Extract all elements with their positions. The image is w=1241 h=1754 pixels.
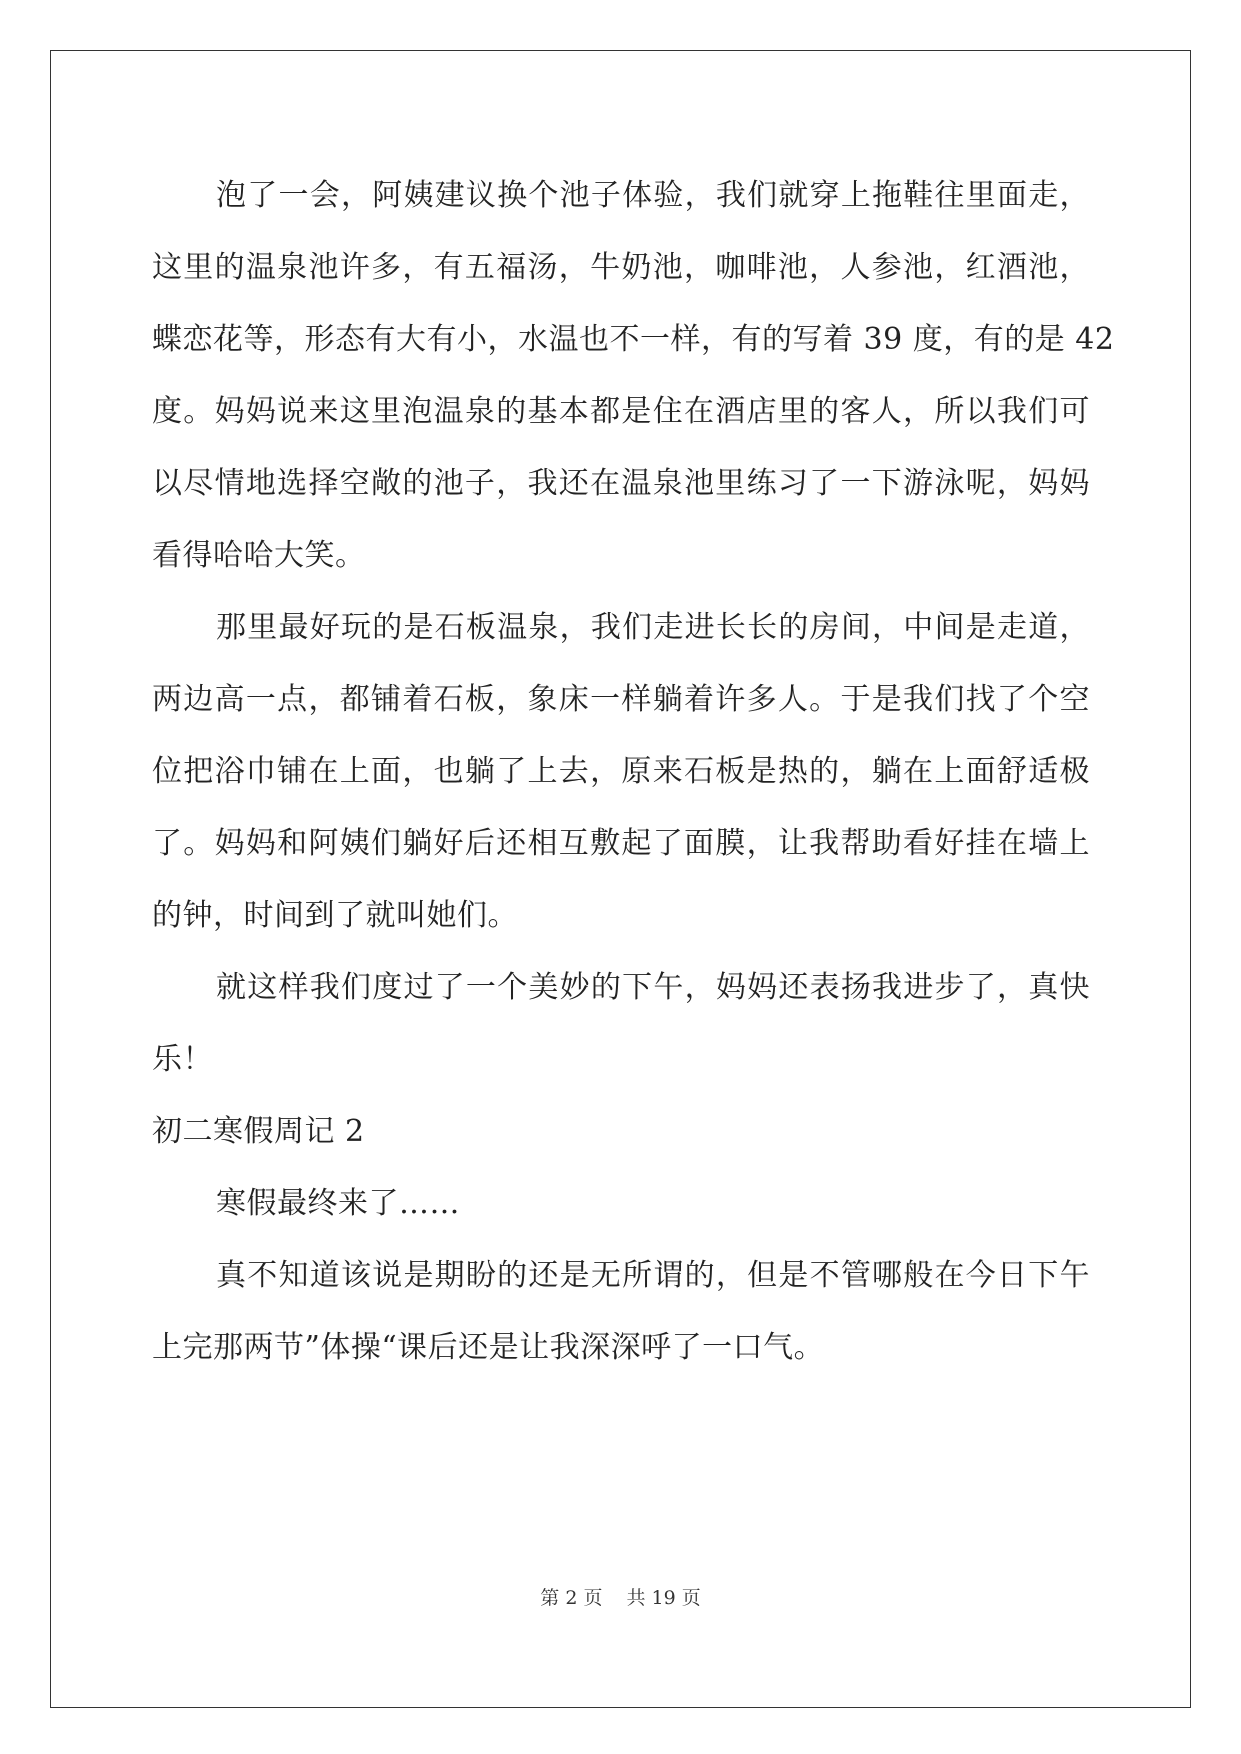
paragraph-line: 乐！: [152, 1042, 213, 1077]
paragraph-line: 就这样我们度过了一个美妙的下午，妈妈还表扬我进步了，真快: [216, 970, 1090, 1005]
paragraph-line: 以尽情地选择空敞的池子，我还在温泉池里练习了一下游泳呢，妈妈: [152, 466, 1090, 501]
page-footer: [0, 1583, 1241, 1610]
paragraph-line: 蝶恋花等，形态有大有小，水温也不一样，有的写着 39 度，有的是 42: [152, 322, 1115, 357]
paragraph-line: 寒假最终来了……: [216, 1186, 460, 1221]
paragraph-line: 这里的温泉池许多，有五福汤，牛奶池，咖啡池，人参池，红酒池，: [152, 250, 1090, 285]
paragraph-line: 泡了一会，阿姨建议换个池子体验，我们就穿上拖鞋往里面走，: [216, 178, 1090, 213]
page-total: 共 19 页: [626, 1587, 701, 1609]
page-number: 第 2 页: [540, 1587, 603, 1609]
paragraph-line: 的钟，时间到了就叫她们。: [152, 898, 518, 933]
paragraph-line: 看得哈哈大笑。: [152, 538, 366, 573]
paragraph-line: 了。妈妈和阿姨们躺好后还相互敷起了面膜，让我帮助看好挂在墙上: [152, 826, 1090, 861]
paragraph-line: 真不知道该说是期盼的还是无所谓的，但是不管哪般在今日下午: [216, 1258, 1090, 1293]
paragraph-line: 两边高一点，都铺着石板，象床一样躺着许多人。于是我们找了个空: [152, 682, 1090, 717]
paragraph-line: 位把浴巾铺在上面，也躺了上去，原来石板是热的，躺在上面舒适极: [152, 754, 1090, 789]
section-heading: 初二寒假周记 2: [152, 1114, 365, 1149]
paragraph-line: 那里最好玩的是石板温泉，我们走进长长的房间，中间是走道，: [216, 610, 1090, 645]
paragraph-line: 度。妈妈说来这里泡温泉的基本都是住在酒店里的客人，所以我们可: [152, 394, 1090, 429]
paragraph-line: 上完那两节”体操“课后还是让我深深呼了一口气。: [152, 1330, 825, 1365]
document-body: [152, 160, 1115, 1384]
